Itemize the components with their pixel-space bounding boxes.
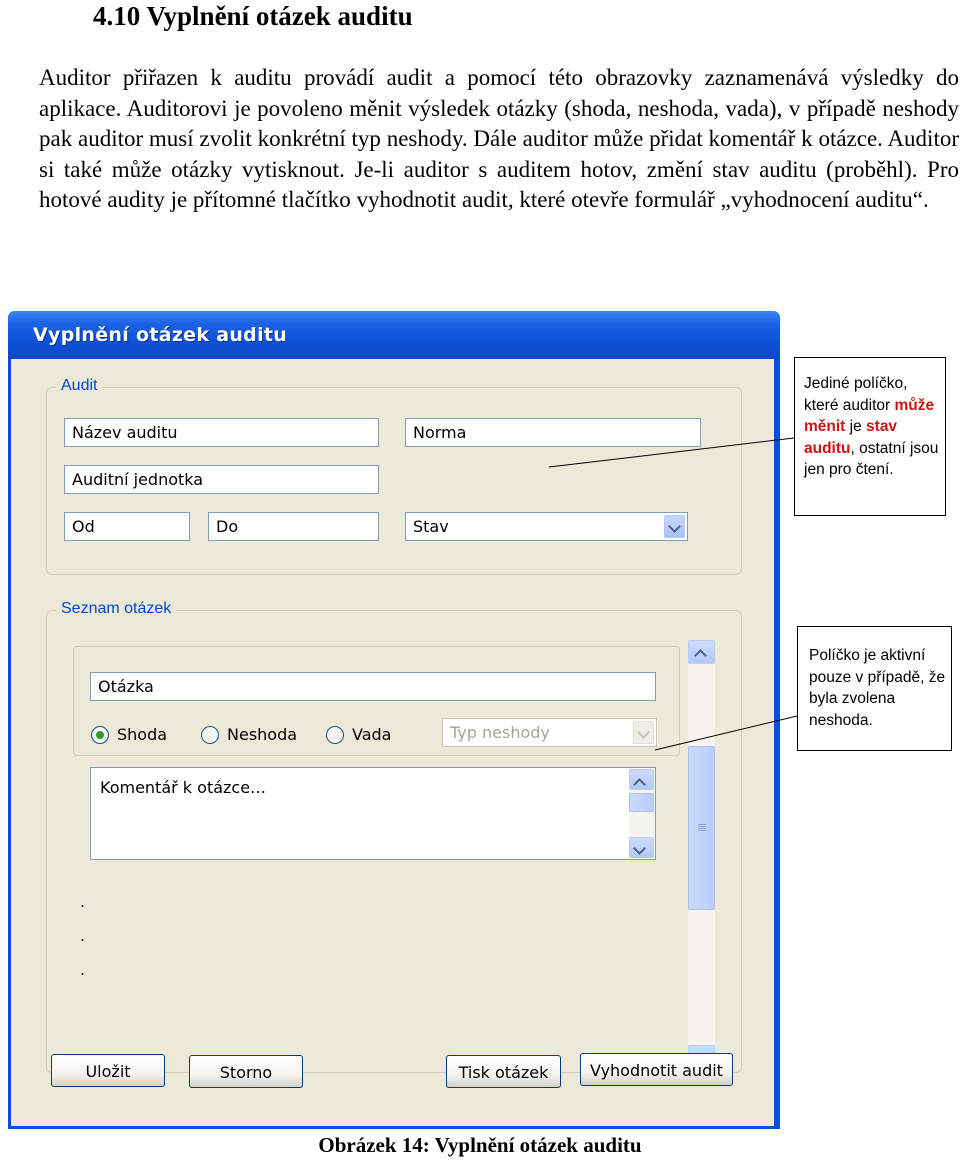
callout-highlight: může měnit [804,396,935,435]
audit-name-field: Název auditu [64,418,379,447]
body-paragraph: Auditor přiřazen k auditu provádí audit a pomocí této obrazovky zaznamenává výsledky do aplikace. Auditorovi je povoleno měnit výsledek otázky (shoda, neshoda, vada), v případě neshody pak auditor musí zvolit konkrétní typ neshody. Dále auditor může přidat komentář k otázce. Auditor si také může otázky vytisknout. Je-li auditor s auditem hotov, změní stav auditu (proběhl). Pro hotové audity je přítomné tlačítko vyhodnotit audit, které otevře formulář „vyhodnocení auditu“. [39,65,959,212]
date-to-field: Do [208,512,379,541]
window-title: Vyplnění otázek auditu [33,324,288,346]
audit-group-legend: Audit [56,377,102,395]
figure-caption: Obrázek 14: Vyplnění otázek auditu [318,1133,642,1157]
state-dropdown-value: Stav [413,517,449,536]
state-field-callout: Jediné políčko, které auditor může měnit je stav auditu, ostatní jsou jen pro čtení. [794,357,946,516]
question-field: Otázka [90,672,656,701]
comment-placeholder: Komentář k otázce… [100,778,267,797]
cancel-button[interactable]: Storno [189,1055,303,1088]
more-questions-ellipsis: . . . [80,891,86,979]
section-heading: 4.10 Vyplnění otázek auditu [93,1,413,31]
save-button[interactable]: Uložit [51,1054,165,1087]
state-callout-line [549,438,794,467]
date-from-field: Od [64,512,190,541]
evaluate-audit-button[interactable]: Vyhodnotit audit [580,1053,733,1086]
nonconformity-type-value: Typ neshody [450,723,550,742]
type-callout-line [655,716,797,750]
audit-unit-field: Auditní jednotka [64,465,379,494]
norm-field: Norma [405,418,701,447]
radio-neshoda-label: Neshoda [227,725,298,744]
print-questions-button[interactable]: Tisk otázek [446,1055,561,1088]
radio-vada-label: Vada [352,725,392,744]
questions-group-legend: Seznam otázek [56,600,176,618]
radio-shoda-label: Shoda [117,725,168,744]
callout-highlight: stav auditu [804,418,898,457]
nonconformity-type-callout: Políčko je aktivní pouze v případě, že byla zvolena neshoda. [797,626,952,751]
